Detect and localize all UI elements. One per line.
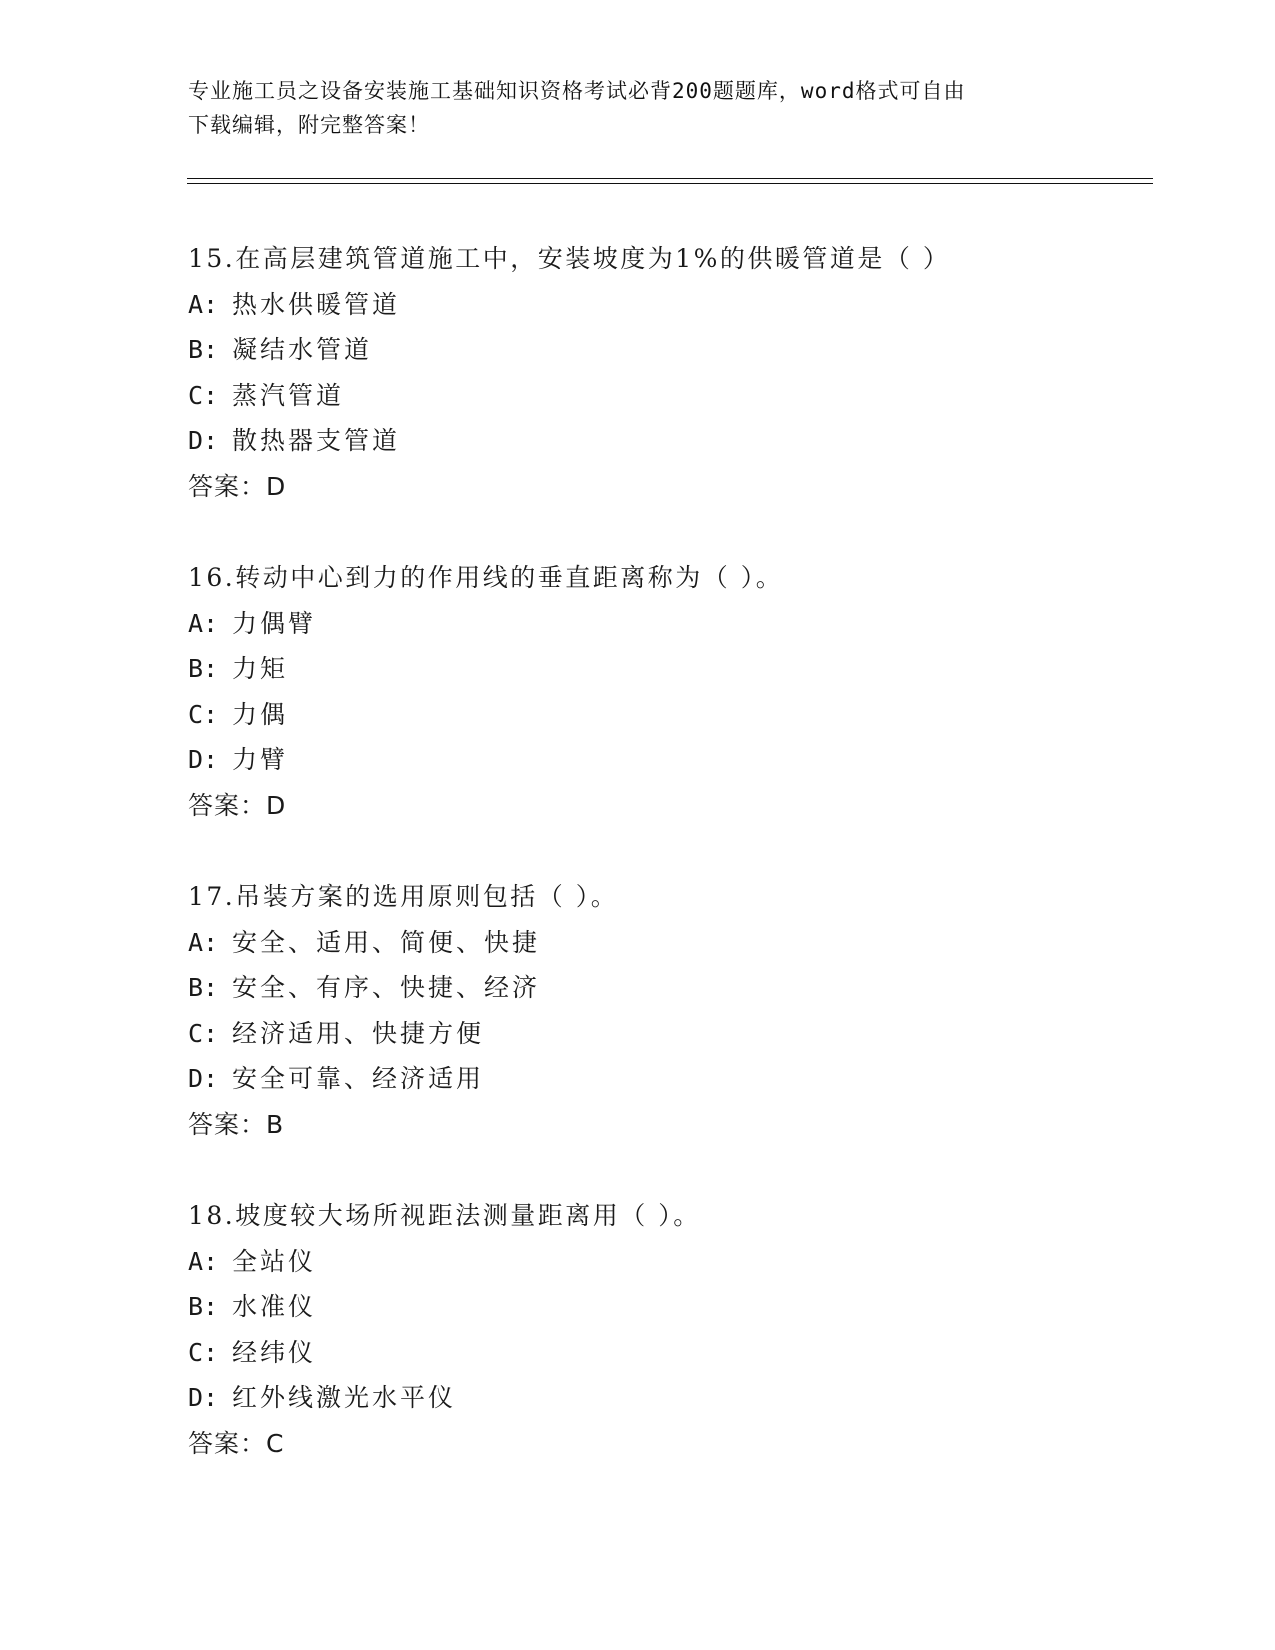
question-list — [188, 236, 1148, 1512]
option-d — [188, 737, 1148, 783]
question-stem: 16.转动中心到力的作用线的垂直距离称为（ ）。 — [188, 563, 784, 592]
answer-line: 答案：D — [188, 471, 287, 501]
option-b — [188, 965, 1148, 1011]
option-c — [188, 1330, 1148, 1376]
option-letter: A: — [188, 927, 219, 957]
option-text: 热水供暖管道 — [232, 289, 401, 319]
option-text: 水准仪 — [232, 1292, 317, 1321]
option-a — [188, 1239, 1148, 1285]
question-stem: 15.在高层建筑管道施工中，安装坡度为1%的供暖管道是（ ） — [188, 244, 951, 273]
option-c — [188, 692, 1148, 738]
header-title-line-1: 专业施工员之设备安装施工基础知识资格考试必背200题题库，word格式可自由 — [188, 79, 966, 103]
question-18 — [188, 1193, 1148, 1466]
option-letter: B: — [188, 335, 219, 364]
option-text: 经济适用、快捷方便 — [232, 1018, 485, 1048]
option-letter: A: — [188, 289, 219, 319]
option-text: 安全、适用、简便、快捷 — [232, 927, 541, 957]
option-c — [188, 373, 1148, 419]
header-divider-bottom — [187, 183, 1153, 184]
header-title-line-2: 下载编辑，附完整答案！ — [188, 113, 430, 137]
document-header — [188, 74, 1068, 142]
option-letter: B: — [188, 1292, 219, 1321]
option-text: 力臂 — [232, 745, 289, 774]
option-a — [188, 601, 1148, 647]
option-b — [188, 327, 1148, 373]
question-stem: 17.吊装方案的选用原则包括（ ）。 — [188, 882, 619, 911]
option-text: 蒸汽管道 — [232, 380, 345, 410]
option-letter: D: — [188, 426, 219, 455]
option-letter: A: — [188, 608, 219, 638]
option-b — [188, 646, 1148, 692]
option-a — [188, 920, 1148, 966]
answer-line: 答案：B — [188, 1109, 285, 1139]
option-d — [188, 418, 1148, 464]
option-text: 安全、有序、快捷、经济 — [232, 973, 541, 1002]
option-d — [188, 1056, 1148, 1102]
option-letter: D: — [188, 1064, 219, 1093]
option-text: 凝结水管道 — [232, 335, 373, 364]
option-b — [188, 1284, 1148, 1330]
option-text: 力偶 — [232, 699, 289, 729]
question-15 — [188, 236, 1148, 509]
answer-line: 答案：C — [188, 1428, 285, 1458]
option-letter: C: — [188, 380, 219, 410]
question-17 — [188, 874, 1148, 1147]
option-text: 全站仪 — [232, 1246, 317, 1276]
option-c — [188, 1011, 1148, 1057]
option-text: 安全可靠、经济适用 — [232, 1064, 485, 1093]
answer-line: 答案：D — [188, 790, 287, 820]
header-divider-top — [187, 178, 1153, 179]
option-letter: A: — [188, 1246, 219, 1276]
option-text: 经纬仪 — [232, 1337, 317, 1367]
option-letter: B: — [188, 973, 219, 1002]
option-text: 红外线激光水平仪 — [232, 1383, 457, 1412]
option-letter: C: — [188, 1018, 219, 1048]
option-a — [188, 282, 1148, 328]
question-stem: 18.坡度较大场所视距法测量距离用（ ）。 — [188, 1201, 701, 1230]
option-letter: B: — [188, 654, 219, 683]
option-text: 散热器支管道 — [232, 426, 401, 455]
option-letter: D: — [188, 745, 219, 774]
option-d — [188, 1375, 1148, 1421]
option-text: 力矩 — [232, 654, 289, 683]
option-text: 力偶臂 — [232, 608, 317, 638]
option-letter: C: — [188, 1337, 219, 1367]
option-letter: D: — [188, 1383, 219, 1412]
option-letter: C: — [188, 699, 219, 729]
question-16 — [188, 555, 1148, 828]
